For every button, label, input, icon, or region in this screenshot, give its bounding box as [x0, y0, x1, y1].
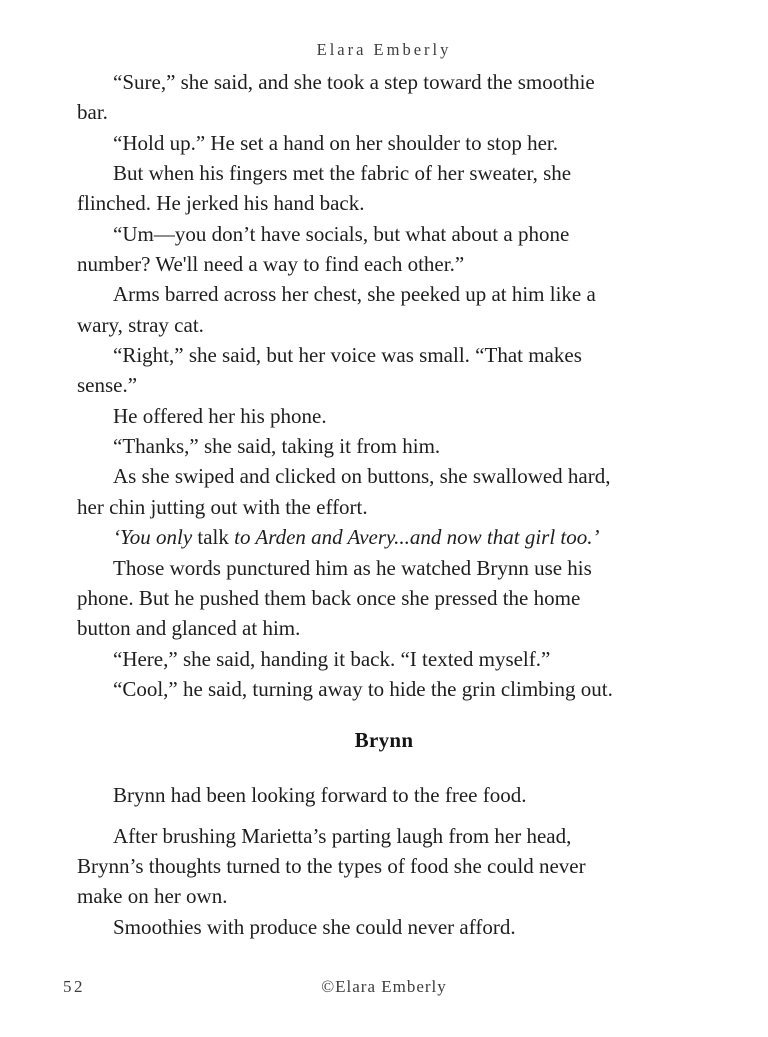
text-line: Brynn’s thoughts turned to the types of food she could never [77, 853, 586, 878]
page-footer [0, 977, 768, 997]
text-line: flinched. He jerked his hand back. [77, 191, 365, 216]
text-line: “Cool,” he said, turning away to hide the grin climbing out. [113, 676, 613, 701]
text-line: wary, stray cat. [77, 312, 204, 337]
page-number: 52 [63, 977, 85, 996]
text-line: Those words punctured him as he watched Brynn use his [113, 555, 592, 580]
text-line: Brynn had been looking forward to the free food. [113, 783, 527, 808]
text-line: “Hold up.” He set a hand on her shoulder to stop her. [113, 130, 558, 155]
text-line: “Um—you don’t have socials, but what about a phone [113, 221, 570, 246]
text-line: He offered her his phone. [113, 403, 327, 428]
text-line: sense.” [77, 373, 138, 398]
section-before-heading [77, 67, 691, 704]
italic-text: ‘You only [113, 525, 198, 550]
text-line: phone. But he pushed them back once she pressed the home [77, 585, 581, 610]
text-line: “Right,” she said, but her voice was small. “That makes [113, 343, 582, 368]
italic-text: to Arden and Avery...and now that girl too.’ [228, 525, 600, 550]
text-line: After brushing Marietta’s parting laugh from her head, [113, 823, 572, 848]
running-header: Elara Emberly [316, 40, 452, 59]
chapter-heading: Brynn [354, 728, 414, 753]
body-text [77, 67, 691, 942]
text-line: make on her own. [77, 884, 228, 909]
text-line: number? We'll need a way to find each other.” [77, 252, 465, 277]
copyright-notice: ©Elara Emberly [321, 977, 447, 996]
text-line: button and glanced at him. [77, 616, 301, 641]
text-line: As she swiped and clicked on buttons, she swallowed hard, [113, 464, 611, 489]
text-line: But when his fingers met the fabric of her sweater, she [113, 161, 572, 186]
regular-text: talk [197, 525, 229, 550]
text-line: “Here,” she said, handing it back. “I texted myself.” [113, 646, 551, 671]
text-line [77, 522, 691, 552]
text-line: Arms barred across her chest, she peeked up at him like a [113, 282, 596, 307]
text-line: Smoothies with produce she could never afford. [113, 914, 516, 939]
section-after-heading [77, 780, 691, 942]
text-line: “Thanks,” she said, taking it from him. [113, 434, 441, 459]
text-line: “Sure,” she said, and she took a step toward the smoothie [113, 70, 595, 94]
text-line: bar. [77, 100, 108, 125]
text-line: her chin jutting out with the effort. [77, 494, 368, 519]
